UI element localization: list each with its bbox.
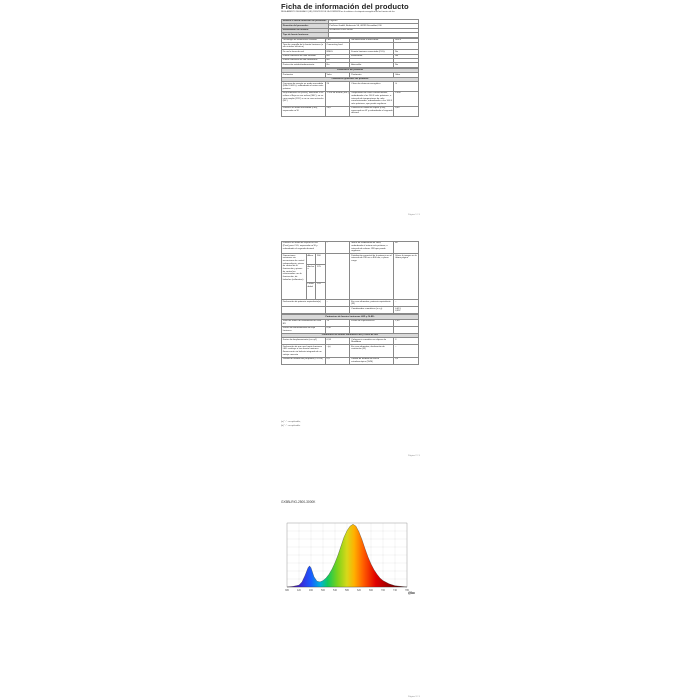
general-section-title: Parámetros generales del producto	[282, 77, 419, 81]
param-value: No	[325, 54, 350, 58]
param-label: Envolvente:	[350, 54, 394, 58]
table-row	[282, 326, 419, 333]
x-tick-label: 700	[381, 589, 385, 592]
footnote: (b) "–": no aplicable.	[281, 425, 301, 427]
param-value: No	[325, 59, 350, 63]
param-label: Fuente luminosa de color variable:	[282, 54, 326, 58]
table-row	[282, 357, 419, 364]
param-value: 0,00	[394, 106, 419, 116]
row-value: Kiightan	[328, 20, 418, 24]
x-tick-label: 380	[285, 589, 289, 592]
table-row	[282, 300, 419, 307]
param-value	[325, 307, 350, 314]
param-value: 0,4	[325, 357, 350, 364]
param-value: Véase la imagen en la última página	[394, 254, 419, 300]
param-value: 80	[394, 242, 419, 254]
param-label	[282, 307, 326, 314]
x-tick-label: 500	[321, 589, 325, 592]
light-source-type-table	[281, 38, 419, 68]
param-label: Temperatura de color correlacionada, redondeada a los 100 K más próximos, o intervalo de temperaturas de color correlacionadas, redondeadas a los 100 K más próximos, que puede regularse	[351, 92, 393, 105]
table-row	[282, 307, 419, 314]
document-page-1	[0, 0, 700, 220]
page-number: Página 1 / 3	[408, 214, 420, 216]
x-tick-label: 620	[357, 589, 361, 592]
dimension-name: Anchura	[306, 265, 316, 282]
row-value: GX5BLRIG-2500-3000K	[328, 28, 418, 32]
param-label: Factor de desplazamiento (cos φ1)	[282, 338, 326, 345]
params-header-cell: Parámetro	[282, 73, 326, 77]
param-label: Potencia en modo de espera en red (Pnet) para CLS, expresada en W y redondeada al segundo decimal	[282, 242, 326, 254]
brand-logo: @kc	[407, 591, 415, 595]
row-value	[328, 33, 418, 37]
param-label: En caso afirmativo, declaración de sustitución (W)	[350, 345, 394, 357]
model-label: GX5BLRIG-2500-3000K	[281, 500, 316, 504]
table-row	[282, 91, 419, 106]
table-row	[282, 82, 419, 92]
dimension-name: Profundidad	[306, 282, 316, 299]
param-value: Connecting lead	[325, 43, 350, 50]
param-label	[350, 326, 394, 333]
table-row	[282, 106, 419, 116]
table-row	[282, 338, 419, 345]
x-tick-label: 420	[297, 589, 301, 592]
param-value: LED	[325, 38, 350, 42]
table-row	[282, 345, 419, 357]
parameters-table-continued	[281, 241, 419, 314]
footnote: (a) "–": no aplicable;	[281, 421, 301, 423]
param-value: 0,90	[325, 326, 350, 333]
led-parameters-table	[281, 314, 419, 364]
params-section-title: Parámetros del producto	[282, 68, 419, 72]
row-label: Nombre o marca comercial del proveedor:	[282, 20, 327, 23]
dimension-value: 155	[316, 282, 326, 299]
param-value: No	[394, 54, 419, 58]
regulation-text: REGLAMENTO DELEGADO (UE) 2019/2015 DE LA COMISIÓN en lo relativo a la etiqueta energética de las fuentes de luz	[281, 11, 395, 13]
document-page-2	[0, 235, 700, 460]
param-value: 0,3	[394, 357, 419, 364]
param-value: 3	[394, 338, 419, 345]
param-label: Clase de eficiencia energética	[350, 82, 394, 92]
param-label: Valor del índice de rendimiento de color R9	[282, 319, 326, 326]
param-label: Flujo luminoso útil (Φuse), indicando si se refiere al flujo en una esfera (360°), en un cono amplio (120°) o en un cono estrecho (90°)	[282, 91, 326, 106]
param-value: G	[394, 82, 419, 92]
param-value: 1,00	[394, 319, 419, 326]
product-info-sheet	[281, 19, 419, 117]
table-row	[282, 33, 419, 37]
param-label: Declaración de potencia equivalente(a)	[282, 300, 326, 307]
row-label: Identificador del modelo:	[282, 28, 329, 32]
x-tick-label: 660	[369, 589, 373, 592]
param-label: Coordenadas cromáticas (x e y)	[350, 307, 394, 314]
param-label: Potencia en modo de espera (Psb), expresada en W y redondeada al segundo decimal	[351, 107, 393, 115]
param-value	[394, 43, 419, 50]
param-value: 15	[325, 319, 350, 326]
param-value: NDLS	[394, 38, 419, 42]
param-value: 0,53	[325, 338, 350, 345]
product-parameters-table	[281, 68, 419, 117]
x-tick-label: 780	[405, 589, 409, 592]
dimension-value: 260	[316, 254, 326, 265]
param-label: Factor de supervivencia	[350, 319, 394, 326]
param-label: Fuente luminosa conectada (CLS):	[350, 50, 394, 54]
param-value: –	[394, 300, 419, 307]
param-value: 0,413 0,397	[394, 307, 419, 314]
row-label: Tipo de fuente luminosa:	[282, 33, 329, 37]
param-value: –	[325, 242, 350, 254]
param-label: Protección antideslumbramiento:	[282, 63, 326, 67]
table-row	[282, 254, 419, 265]
param-label: Índice de rendimiento de color, redondeado al entero más próximo, o intervalo de valores CRI que puede regularse	[350, 242, 394, 254]
table-row	[282, 63, 419, 67]
param-value	[325, 254, 350, 300]
param-value: No	[394, 50, 419, 54]
spectrum-svg	[281, 519, 419, 595]
param-value: NMLS	[325, 50, 350, 54]
param-label: Unidad de medida del parpadeo (Pst LM)	[282, 357, 326, 364]
dimension-value: 125	[316, 265, 326, 282]
param-label: Unidad de medida del efecto estroboscópico (SVM)	[350, 357, 394, 364]
param-label: Atenuable:	[350, 63, 394, 67]
param-value: 3 000	[394, 91, 419, 106]
param-label: Fuente luminosa de alta luminancia:	[282, 59, 326, 63]
led-section-title: Parámetros de fuentes luminosas LED y OLED:	[282, 315, 419, 319]
product-info-sheet-continued	[281, 241, 419, 365]
x-tick-label: 580	[345, 589, 349, 592]
x-tick-label: 740	[393, 589, 397, 592]
footnotes	[281, 421, 301, 427]
table-row	[282, 43, 419, 50]
param-value: 1 920 en Esfera (360°)	[325, 91, 350, 106]
param-value: No	[394, 63, 419, 67]
param-value	[394, 326, 419, 333]
table-row	[282, 242, 419, 254]
param-label: Tecnología de iluminación utilizada:	[282, 38, 326, 42]
param-label: No direccional o direccional:	[350, 38, 394, 42]
dimensions-label: Dimensiones exteriores sin mecanismo de control independiente, piezas de control de la iluminación y piezas de control no relacionadas con la iluminación, de haberlas (milímetros)	[282, 254, 307, 300]
param-label	[350, 43, 394, 50]
param-value: No	[325, 63, 350, 67]
dimension-name: Altura	[306, 254, 316, 265]
supplier-table	[281, 19, 419, 38]
mains-section-title: Parámetros de fuentes luminosas LED y OLED de red:	[282, 333, 419, 337]
param-label: Declaración de que una fuente luminosa LED sustituye a una fuente luminosa fluorescente sin balasto integrado de un vatiaje concreto	[282, 345, 326, 357]
table-row	[282, 319, 419, 326]
param-label: Tipo de casquillo de la fuente luminosa (u otra interfaz eléctrica)	[282, 43, 326, 50]
param-value: –(a)	[325, 345, 350, 357]
param-label: Potencia en modo encendido (Pon), expresada en W	[282, 106, 326, 116]
param-label: Factor de mantenimiento del flujo luminoso	[282, 326, 326, 333]
param-label: De red o fuera de red:	[282, 50, 326, 54]
param-label: Coherencia cromática en elipses de MacAdam	[350, 338, 394, 345]
param-label: Distribución espectral de la potencia en el intervalo de 250 nm a 800 nm, a plena carga	[350, 254, 394, 300]
row-label: Dirección del proveedor:	[282, 24, 329, 28]
params-header-cell: Parámetro	[350, 73, 394, 77]
page-number: Página 3 / 3	[408, 696, 420, 698]
page-number: Página 2 / 3	[408, 455, 420, 457]
param-value: 24	[325, 82, 350, 92]
params-header-cell: Valor	[394, 73, 419, 77]
param-label: Consumo de energía en modo encendido (kWh/1 000 h), redondeado al entero más próximo	[282, 82, 326, 92]
x-tick-label: 540	[333, 589, 337, 592]
param-value: –	[325, 300, 350, 307]
param-value: –	[394, 345, 419, 357]
page-title: Ficha de información del producto	[281, 2, 409, 11]
params-header-cell: Valor	[325, 73, 350, 77]
row-value: ProDrive GmbH, Brahmsstr 56, 40239 Düsseldorf, DE	[328, 24, 418, 28]
x-tick-label: 460	[309, 589, 313, 592]
param-label: En caso afirmativo, potencia equivalente (W)	[350, 300, 394, 307]
spectral-distribution-chart	[281, 519, 419, 595]
param-value: 24,0	[325, 106, 350, 116]
